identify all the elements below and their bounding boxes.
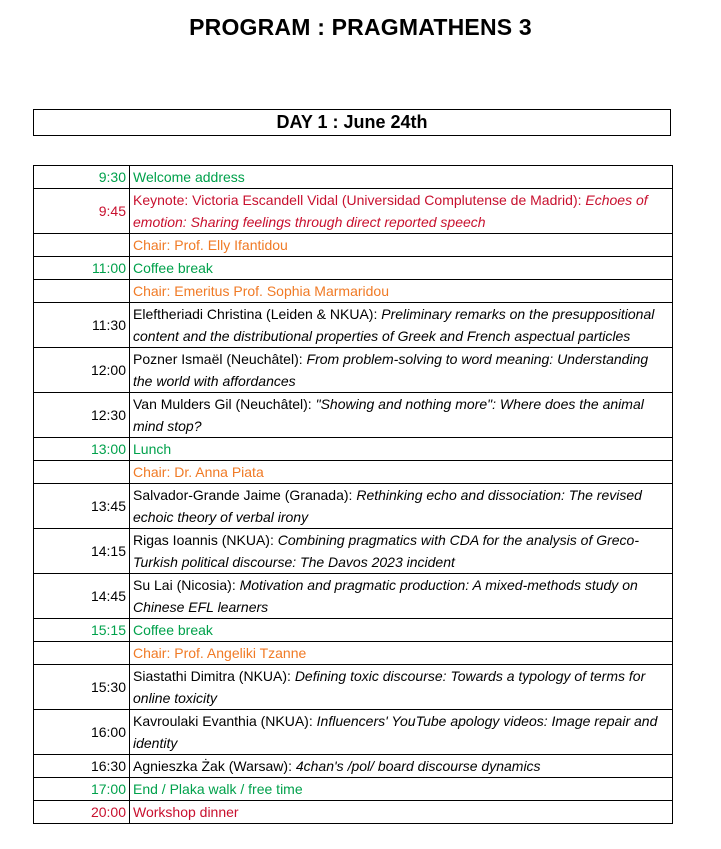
time-cell: 17:00 [34,778,130,801]
session-cell [130,257,673,280]
session-cell [130,393,673,438]
session-cell [130,438,673,461]
session-title: Chair: Dr. Anna Piata [133,464,264,480]
session-title: Lunch [133,441,172,457]
session-cell [130,642,673,665]
session-title: Siastathi Dimitra (NKUA): [133,668,295,684]
time-cell: 11:00 [34,257,130,280]
schedule-row [34,484,673,529]
time-cell: 9:30 [34,166,130,189]
session-title: Salvador-Grande Jaime (Granada): [133,487,357,503]
schedule-row [34,574,673,619]
session-cell [130,619,673,642]
schedule-row [34,642,673,665]
schedule-row [34,529,673,574]
schedule-row [34,665,673,710]
session-title: Rigas Ioannis (NKUA): [133,532,278,548]
session-cell [130,484,673,529]
time-cell: 16:00 [34,710,130,755]
session-cell [130,461,673,484]
session-title: Keynote: Victoria Escandell Vidal (Universidad Complutense de Madrid): [133,192,586,208]
schedule-row [34,393,673,438]
time-cell: 9:45 [34,189,130,234]
schedule-row [34,280,673,303]
session-cell [130,280,673,303]
session-paper-title: Rethinking echo and dissociation: The revised echoic theory of verbal irony [133,487,642,525]
time-cell: 13:00 [34,438,130,461]
session-title: Pozner Ismaël (Neuchâtel): [133,351,307,367]
time-cell: 16:30 [34,755,130,778]
time-cell: 15:15 [34,619,130,642]
session-paper-title: Echoes of emotion: Sharing feelings through direct reported speech [133,192,648,230]
schedule-row [34,619,673,642]
session-title: Agnieszka Żak (Warsaw): [133,758,296,774]
session-title: End / Plaka walk / free time [133,781,303,797]
schedule-row [34,234,673,257]
schedule-row [34,461,673,484]
day-header: DAY 1 : June 24th [33,109,671,136]
time-cell: 12:00 [34,348,130,393]
time-cell [34,234,130,257]
schedule-row [34,755,673,778]
session-cell [130,303,673,348]
session-title: Coffee break [133,260,213,276]
session-paper-title: Preliminary remarks on the presuppositional content and the distributional properties of Greek and French aspectual particles [133,306,655,344]
session-title: Chair: Emeritus Prof. Sophia Marmaridou [133,283,389,299]
session-cell [130,801,673,824]
session-cell [130,166,673,189]
time-cell [34,461,130,484]
session-title: Coffee break [133,622,213,638]
session-cell [130,529,673,574]
session-title: Chair: Prof. Angeliki Tzanne [133,645,307,661]
session-cell [130,234,673,257]
schedule-row [34,348,673,393]
session-paper-title: Combining pragmatics with CDA for the analysis of Greco-Turkish political discourse: The Davos 2023 incident [133,532,640,570]
session-paper-title: From problem-solving to word meaning: Understanding the world with affordances [133,351,649,389]
session-paper-title: Defining toxic discourse: Towards a typology of terms for online toxicity [133,668,646,706]
schedule-row [34,257,673,280]
time-cell [34,280,130,303]
session-title: Su Lai (Nicosia): [133,577,240,593]
schedule-row [34,801,673,824]
session-cell [130,189,673,234]
session-title: Van Mulders Gil (Neuchâtel): [133,396,316,412]
time-cell: 11:30 [34,303,130,348]
session-paper-title: Motivation and pragmatic production: A mixed-methods study on Chinese EFL learners [133,577,638,615]
time-cell: 15:30 [34,665,130,710]
schedule-row [34,710,673,755]
session-paper-title: 4chan's /pol/ board discourse dynamics [295,758,541,774]
session-paper-title: "Showing and nothing more": Where does the animal mind stop? [133,396,644,434]
time-cell: 12:30 [34,393,130,438]
schedule-row [34,166,673,189]
program-title: PROGRAM : PRAGMATHENS 3 [189,14,532,40]
session-title: Chair: Prof. Elly Ifantidou [133,237,288,253]
session-cell [130,778,673,801]
session-cell [130,665,673,710]
session-title: Eleftheriadi Christina (Leiden & NKUA): [133,306,382,322]
time-cell: 13:45 [34,484,130,529]
time-cell: 20:00 [34,801,130,824]
session-title: Welcome address [133,169,245,185]
session-title: Workshop dinner [133,804,239,820]
schedule-row [34,189,673,234]
session-cell [130,755,673,778]
schedule-row [34,438,673,461]
time-cell [34,642,130,665]
schedule-table [33,165,673,824]
session-paper-title: Influencers' YouTube apology videos: Image repair and identity [133,713,658,751]
session-cell [130,574,673,619]
time-cell: 14:45 [34,574,130,619]
schedule-row [34,778,673,801]
session-cell [130,348,673,393]
schedule-row [34,303,673,348]
session-title: Kavroulaki Evanthia (NKUA): [133,713,317,729]
time-cell: 14:15 [34,529,130,574]
session-cell [130,710,673,755]
